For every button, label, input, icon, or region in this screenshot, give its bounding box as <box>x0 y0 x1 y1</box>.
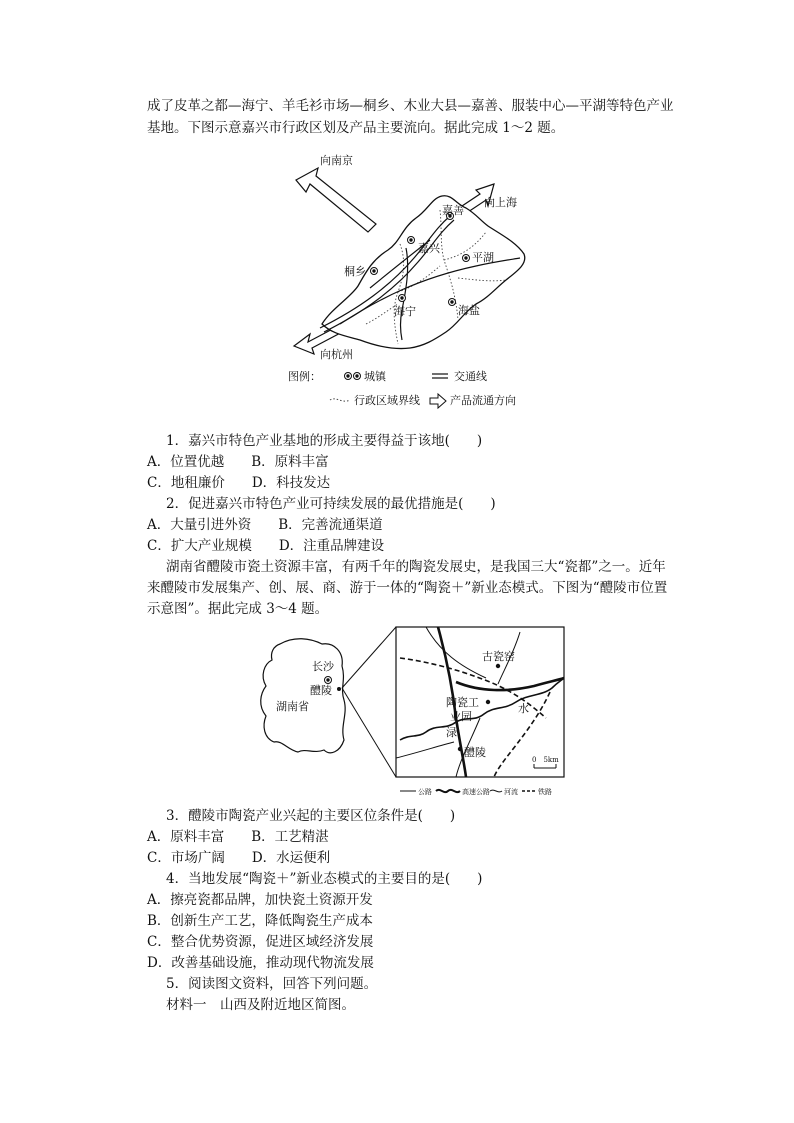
question-2-options-ab: A．大量引进外资 B．完善流通渠道 <box>147 517 383 533</box>
paragraph2-line3: 示意图”。据此完成 3～4 题。 <box>147 601 329 617</box>
legend-flow: 产品流通方向 <box>450 394 516 407</box>
label-lu: 渌 <box>446 726 457 739</box>
label-hunan: 湖南省 <box>276 700 309 713</box>
liling-map <box>250 622 570 800</box>
question-4: 4．当地发展“陶瓷＋”新业态模式的主要目的是( ) <box>166 871 483 887</box>
question-1: 1．嘉兴市特色产业基地的形成主要得益于该地( ) <box>166 433 483 449</box>
question-4-option-c: C．整合优势资源，促进区域经济发展 <box>147 934 374 950</box>
question-3-options-cd: C．市场广阔 D．水运便利 <box>147 850 331 866</box>
legend-boundary-icon <box>330 399 350 401</box>
label-jiashan: 嘉善 <box>442 204 464 217</box>
question-3-options-ab: A．原料丰富 B．工艺精湛 <box>147 829 329 845</box>
map2-legend <box>400 787 552 796</box>
label-tongxiang: 桐乡 <box>344 265 366 278</box>
flow-arrow-nanjing <box>296 168 376 232</box>
question-1-options-cd: C．地租廉价 D．科技发达 <box>147 475 331 491</box>
label-hangzhou: 向杭州 <box>320 348 353 361</box>
changsha-marker <box>325 677 332 684</box>
label-changsha: 长沙 <box>312 660 334 673</box>
label-haiyan: 海盐 <box>458 304 480 317</box>
legend-river: 河流 <box>504 788 518 796</box>
label-ceramic-park-line1: 陶瓷工 <box>446 696 479 709</box>
legend-town-icon <box>345 373 361 380</box>
question-2: 2．促进嘉兴市特色产业可持续发展的最优措施是( ) <box>166 496 496 512</box>
legend-transport-icon <box>432 374 448 378</box>
question-1-options-ab: A．位置优越 B．原料丰富 <box>147 454 329 470</box>
legend-prefix: 图例： <box>288 370 321 383</box>
label-liling: 醴陵 <box>464 746 486 759</box>
paragraph1-line2: 基地。下图示意嘉兴市行政区划及产品主要流向。据此完成 1～2 题。 <box>147 120 565 136</box>
label-jiaxing: 嘉兴 <box>418 242 440 255</box>
paragraph2-line2: 来醴陵市发展集产、创、展、商、游于一体的“陶瓷＋”新业态模式。下图为“醴陵市位置 <box>147 580 668 596</box>
label-ancient-kiln: 古瓷窑 <box>482 650 515 663</box>
question-4-option-a: A．擦亮瓷都品牌，加快瓷土资源开发 <box>147 892 373 908</box>
paragraph2-line1: 湖南省醴陵市瓷土资源丰富，有两千年的陶瓷发展史，是我国三大“瓷都”之一。近年 <box>166 559 666 575</box>
legend-road: 公路 <box>418 788 432 796</box>
legend-expressway: 高速公路 <box>462 788 490 796</box>
legend-boundary: 行政区域界线 <box>354 394 420 407</box>
label-haining: 海宁 <box>394 305 416 318</box>
label-liling-small: 醴陵 <box>310 684 332 697</box>
legend-transport: 交通线 <box>454 370 487 383</box>
zoom-connectors <box>342 627 396 777</box>
label-ceramic-park-line2: 业园 <box>450 710 472 723</box>
paragraph1-line1: 成了皮革之都—海宁、羊毛衫市场—桐乡、木业大县—嘉善、服装中心—平湖等特色产业 <box>147 98 674 114</box>
question-4-option-b: B．创新生产工艺，降低陶瓷生产成本 <box>147 913 373 929</box>
question-2-options-cd: C．扩大产业规模 D．注重品牌建设 <box>147 538 385 554</box>
question-5: 5．阅读图文资料，回答下列问题。 <box>166 976 378 992</box>
material-1: 材料一 山西及附近地区简图。 <box>166 997 355 1013</box>
label-pinghu: 平湖 <box>472 251 494 264</box>
label-shanghai: 向上海 <box>484 196 517 209</box>
hunan-outline <box>261 639 345 753</box>
legend-town: 城镇 <box>364 370 386 383</box>
question-3: 3．醴陵市陶瓷产业兴起的主要区位条件是( ) <box>166 808 456 824</box>
jiaxing-map <box>280 148 530 416</box>
question-4-option-d: D．改善基础设施，推动现代物流发展 <box>147 955 374 971</box>
scale-label: 0 5km <box>532 756 559 764</box>
map1-legend <box>288 369 516 408</box>
label-nanjing: 向南京 <box>320 154 353 167</box>
liling-marker-small <box>337 687 341 691</box>
legend-railway: 铁路 <box>538 788 552 796</box>
label-shui: 水 <box>518 702 529 715</box>
legend-flow-icon <box>430 394 446 408</box>
